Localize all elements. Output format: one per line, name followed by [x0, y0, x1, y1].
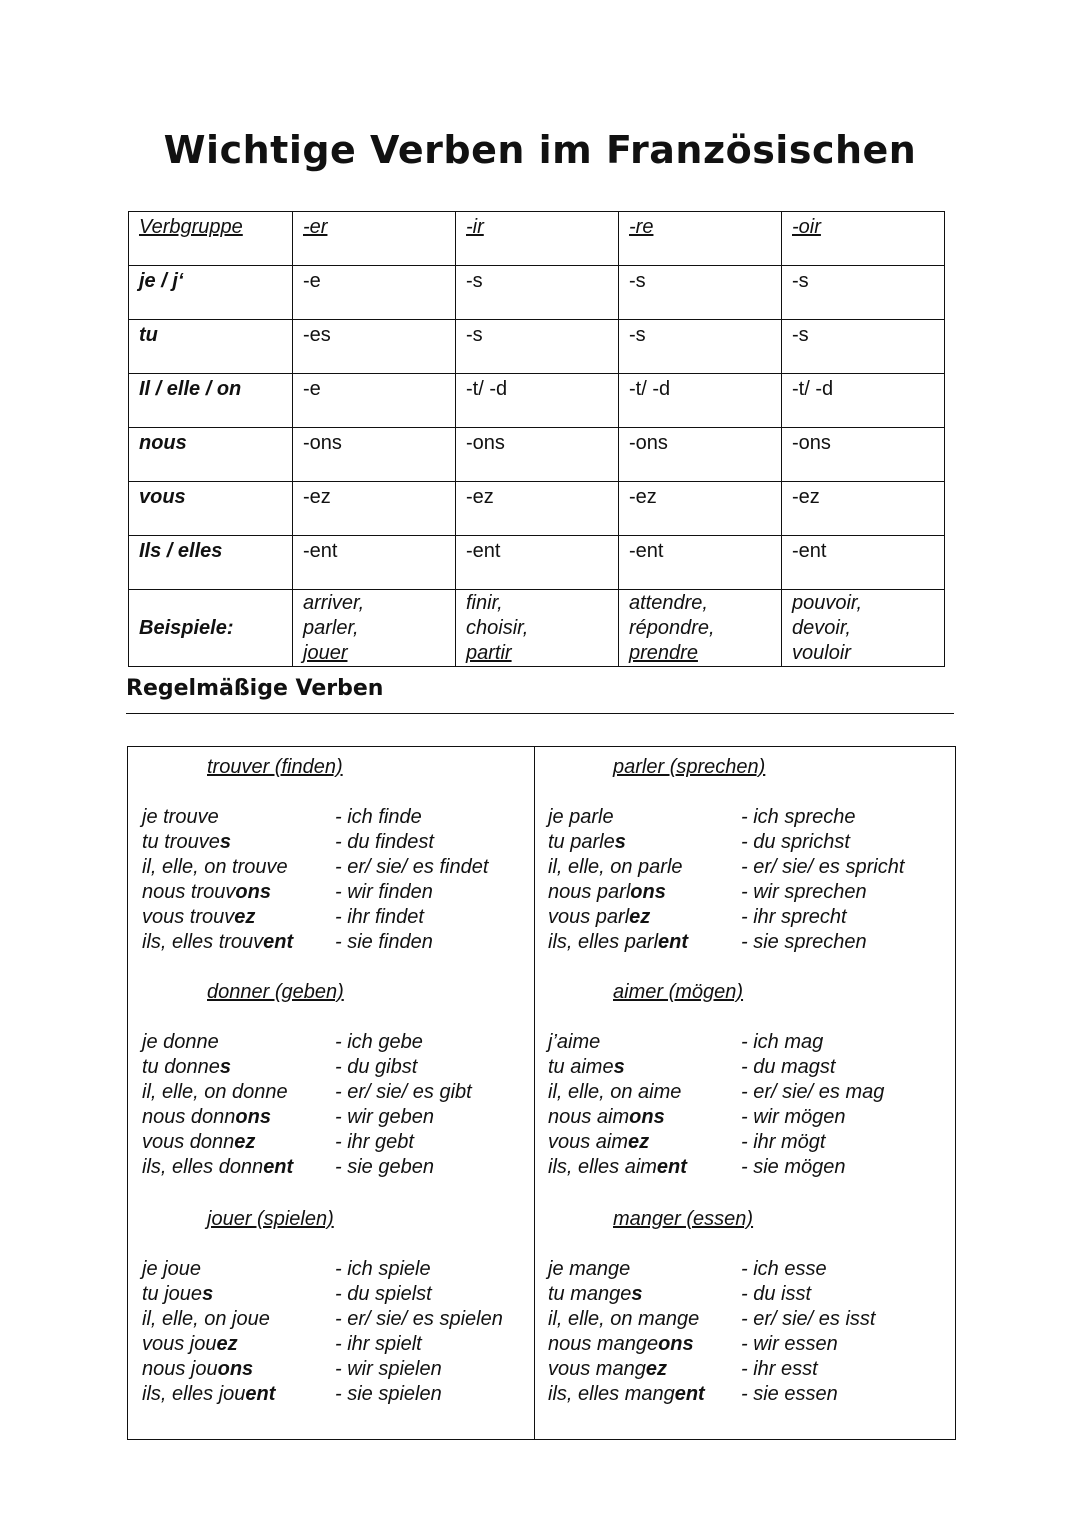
verb-ending: ons — [235, 881, 271, 903]
translation: - sie mögen — [741, 1156, 846, 1178]
example-verb: partir — [466, 642, 512, 664]
example-verb: devoir, — [792, 617, 851, 639]
conjugation-form — [548, 830, 626, 855]
conjugation-form — [142, 880, 271, 905]
verb-stem: ils, elles parl — [548, 931, 659, 953]
example-verb: attendre, — [629, 592, 708, 614]
conjugation-form — [142, 1307, 270, 1332]
ending-cell: -ent — [619, 536, 782, 590]
conjugation-form — [548, 1282, 643, 1307]
section-divider — [126, 713, 954, 714]
conjugation-form — [548, 1055, 625, 1080]
verb-stem: il, elle, on trouve — [142, 856, 288, 878]
verb-title: parler (sprechen) — [613, 756, 766, 778]
verb-stem: nous mange — [548, 1333, 659, 1355]
verb-stem: vous donn — [142, 1131, 235, 1153]
section-heading: Regelmäßige Verben — [126, 676, 384, 701]
translation: - wir mögen — [741, 1106, 846, 1128]
verb-stem: tu parle — [548, 831, 615, 853]
conjugation-form — [548, 805, 614, 830]
ending-cell: -s — [456, 266, 619, 320]
conjugation-form — [548, 930, 688, 955]
verb-ending: s — [614, 831, 626, 853]
verb-stem: ils, elles jou — [142, 1383, 246, 1405]
conjugation-form — [142, 1332, 238, 1357]
translation: - sie spielen — [335, 1383, 442, 1405]
verb-title: trouver (finden) — [207, 756, 343, 778]
verb-stem: ils, elles donn — [142, 1156, 264, 1178]
verb-ending: ez — [234, 906, 256, 928]
example-verb: finir, — [466, 592, 503, 614]
translation: - du magst — [741, 1056, 836, 1078]
conjugation-form — [548, 1257, 630, 1282]
ending-cell: -ez — [293, 482, 456, 536]
verb-stem: nous aim — [548, 1106, 630, 1128]
verb-stem: tu aime — [548, 1056, 614, 1078]
conjugation-form — [548, 1357, 667, 1382]
examples-cell — [619, 590, 782, 667]
pronoun-cell: je / j‘ — [129, 266, 293, 320]
example-verb: pouvoir, — [792, 592, 863, 614]
verb-stem: je joue — [142, 1258, 201, 1280]
translation: - ich finde — [335, 806, 422, 828]
translation: - wir essen — [741, 1333, 838, 1355]
verb-ending: s — [631, 1283, 643, 1305]
verb-stem: j’aime — [548, 1031, 601, 1053]
ending-cell: -t/ -d — [456, 374, 619, 428]
verb-stem: ils, elles mang — [548, 1383, 675, 1405]
example-verb: parler, — [303, 617, 359, 639]
example-verb: vouloir — [792, 642, 851, 664]
endings-header-row — [129, 212, 945, 266]
verb-stem: nous parl — [548, 881, 631, 903]
header-cell: -er — [293, 212, 456, 266]
verb-stem: nous donn — [142, 1106, 236, 1128]
translation: - ich gebe — [335, 1031, 423, 1053]
header-cell: -ir — [456, 212, 619, 266]
conjugation-box — [127, 746, 956, 1440]
conjugation-form — [142, 805, 219, 830]
pronoun-cell: tu — [129, 320, 293, 374]
conjugation-form — [142, 1382, 275, 1407]
ending-cell: -ons — [619, 428, 782, 482]
verb-stem: il, elle, on donne — [142, 1081, 288, 1103]
ending-cell: -s — [619, 266, 782, 320]
verb-stem: il, elle, on aime — [548, 1081, 682, 1103]
verb-title: donner (geben) — [207, 981, 344, 1003]
translation: - er/ sie/ es spricht — [741, 856, 905, 878]
verb-ending: ent — [263, 931, 294, 953]
translation: - ich spiele — [335, 1258, 431, 1280]
conjugation-form — [548, 1382, 705, 1407]
verb-stem: tu trouve — [142, 831, 220, 853]
conjugation-form — [142, 1105, 271, 1130]
translation: - ihr spielt — [335, 1333, 422, 1355]
verb-ending: ons — [217, 1358, 254, 1380]
conjugation-form — [548, 1130, 649, 1155]
header-cell: Verbgruppe — [129, 212, 293, 266]
verb-stem: ils, elles trouv — [142, 931, 264, 953]
verb-stem: vous mang — [548, 1358, 646, 1380]
header-cell: -re — [619, 212, 782, 266]
example-verb: jouer — [303, 642, 348, 664]
example-verb: arriver, — [303, 592, 365, 614]
translation: - wir geben — [335, 1106, 434, 1128]
translation: - du gibst — [335, 1056, 418, 1078]
ending-cell: -ez — [619, 482, 782, 536]
conjugation-form — [142, 1080, 288, 1105]
conjugation-form — [548, 905, 650, 930]
examples-label: Beispiele: — [129, 590, 293, 667]
conjugation-form — [142, 830, 231, 855]
conjugation-form — [142, 1055, 231, 1080]
examples-cell — [782, 590, 945, 667]
pronoun-cell: nous — [129, 428, 293, 482]
pronoun-cell: Ils / elles — [129, 536, 293, 590]
ending-cell: -ent — [782, 536, 945, 590]
conjugation-form — [142, 1282, 213, 1307]
verb-ending: ez — [629, 906, 651, 928]
verb-stem: il, elle, on parle — [548, 856, 683, 878]
ending-cell: -ons — [293, 428, 456, 482]
translation: - ich mag — [741, 1031, 824, 1053]
conjugation-form — [548, 1155, 687, 1180]
conjugation-form — [142, 1357, 253, 1382]
verb-stem: je mange — [548, 1258, 631, 1280]
ending-cell: -ons — [456, 428, 619, 482]
verb-ending: ons — [235, 1106, 271, 1128]
conjugation-form — [548, 880, 666, 905]
conjugation-form — [142, 1155, 293, 1180]
verb-ending: ent — [245, 1383, 276, 1405]
translation: - ich spreche — [741, 806, 856, 828]
translation: - ihr findet — [335, 906, 424, 928]
verb-ending: ent — [263, 1156, 294, 1178]
ending-cell: -e — [293, 374, 456, 428]
translation: - er/ sie/ es gibt — [335, 1081, 472, 1103]
endings-row — [129, 374, 945, 428]
column-divider — [534, 747, 535, 1439]
translation: - wir finden — [335, 881, 433, 903]
ending-cell: -t/ -d — [619, 374, 782, 428]
translation: - wir sprechen — [741, 881, 867, 903]
conjugation-form — [142, 1030, 219, 1055]
translation: - ihr sprecht — [741, 906, 847, 928]
verb-stem: ils, elles aim — [548, 1156, 657, 1178]
conjugation-form — [142, 855, 288, 880]
ending-cell: -ez — [782, 482, 945, 536]
examples-cell — [456, 590, 619, 667]
endings-row — [129, 482, 945, 536]
page-title: Wichtige Verben im Französischen — [163, 128, 917, 172]
ending-cell: -es — [293, 320, 456, 374]
translation: - du sprichst — [741, 831, 850, 853]
verb-ending: ons — [630, 881, 666, 903]
ending-cell: -s — [619, 320, 782, 374]
pronoun-cell: vous — [129, 482, 293, 536]
conjugation-form — [548, 855, 683, 880]
conjugation-form — [142, 905, 255, 930]
translation: - wir spielen — [335, 1358, 442, 1380]
verb-ending: ez — [628, 1131, 650, 1153]
verb-stem: nous jou — [142, 1358, 218, 1380]
verb-ending: ez — [216, 1333, 238, 1355]
ending-cell: -s — [456, 320, 619, 374]
verb-ending: s — [219, 1056, 231, 1078]
verb-stem: tu joue — [142, 1283, 203, 1305]
verb-ending: ent — [658, 931, 689, 953]
conjugation-form — [142, 1257, 201, 1282]
ending-cell: -s — [782, 266, 945, 320]
translation: - sie geben — [335, 1156, 434, 1178]
ending-cell: -ent — [456, 536, 619, 590]
verb-title: aimer (mögen) — [613, 981, 744, 1003]
endings-row — [129, 266, 945, 320]
verb-ending: ons — [658, 1333, 694, 1355]
verb-title: jouer (spielen) — [207, 1208, 334, 1230]
example-verb: choisir, — [466, 617, 529, 639]
verb-title: manger (essen) — [613, 1208, 754, 1230]
endings-row — [129, 536, 945, 590]
examples-row — [129, 590, 945, 667]
conjugation-form — [548, 1030, 600, 1055]
ending-cell: -ent — [293, 536, 456, 590]
verb-stem: vous aim — [548, 1131, 629, 1153]
translation: - sie finden — [335, 931, 433, 953]
translation: - er/ sie/ es mag — [741, 1081, 885, 1103]
verb-stem: tu donne — [142, 1056, 220, 1078]
verb-stem: il, elle, on joue — [142, 1308, 270, 1330]
conjugation-form — [548, 1105, 665, 1130]
translation: - sie sprechen — [741, 931, 867, 953]
verb-stem: je parle — [548, 806, 614, 828]
verb-stem: vous trouv — [142, 906, 235, 928]
verb-stem: je trouve — [142, 806, 219, 828]
verb-stem: il, elle, on mange — [548, 1308, 700, 1330]
endings-row — [129, 428, 945, 482]
example-verb: prendre — [629, 642, 698, 664]
verb-stem: je donne — [142, 1031, 219, 1053]
conjugation-form — [548, 1332, 694, 1357]
ending-cell: -ez — [456, 482, 619, 536]
pronoun-cell: Il / elle / on — [129, 374, 293, 428]
verb-ending: s — [219, 831, 231, 853]
examples-cell — [293, 590, 456, 667]
translation: - er/ sie/ es isst — [741, 1308, 876, 1330]
translation: - du isst — [741, 1283, 812, 1305]
translation: - er/ sie/ es spielen — [335, 1308, 503, 1330]
translation: - ihr esst — [741, 1358, 818, 1380]
verb-ending: ez — [234, 1131, 256, 1153]
example-verb: répondre, — [629, 617, 715, 639]
conjugation-form — [548, 1080, 681, 1105]
translation: - ihr mögt — [741, 1131, 826, 1153]
translation: - ich esse — [741, 1258, 827, 1280]
translation: - du findest — [335, 831, 434, 853]
verb-ending: ent — [656, 1156, 687, 1178]
verb-stem: nous trouv — [142, 881, 236, 903]
endings-row — [129, 320, 945, 374]
ending-cell: -ons — [782, 428, 945, 482]
conjugation-form — [142, 930, 293, 955]
translation: - ihr gebt — [335, 1131, 414, 1153]
verb-ending: s — [613, 1056, 625, 1078]
verb-ending: s — [202, 1283, 214, 1305]
header-cell: -oir — [782, 212, 945, 266]
conjugation-form — [548, 1307, 699, 1332]
ending-cell: -s — [782, 320, 945, 374]
verb-ending: ez — [645, 1358, 667, 1380]
verb-ending: ent — [674, 1383, 705, 1405]
verb-ending: ons — [629, 1106, 665, 1128]
ending-cell: -t/ -d — [782, 374, 945, 428]
verb-stem: vous parl — [548, 906, 630, 928]
verb-stem: tu mange — [548, 1283, 632, 1305]
ending-cell: -e — [293, 266, 456, 320]
conjugation-form — [142, 1130, 255, 1155]
translation: - er/ sie/ es findet — [335, 856, 489, 878]
translation: - sie essen — [741, 1383, 838, 1405]
translation: - du spielst — [335, 1283, 432, 1305]
verb-stem: vous jou — [142, 1333, 217, 1355]
endings-table — [128, 211, 945, 667]
